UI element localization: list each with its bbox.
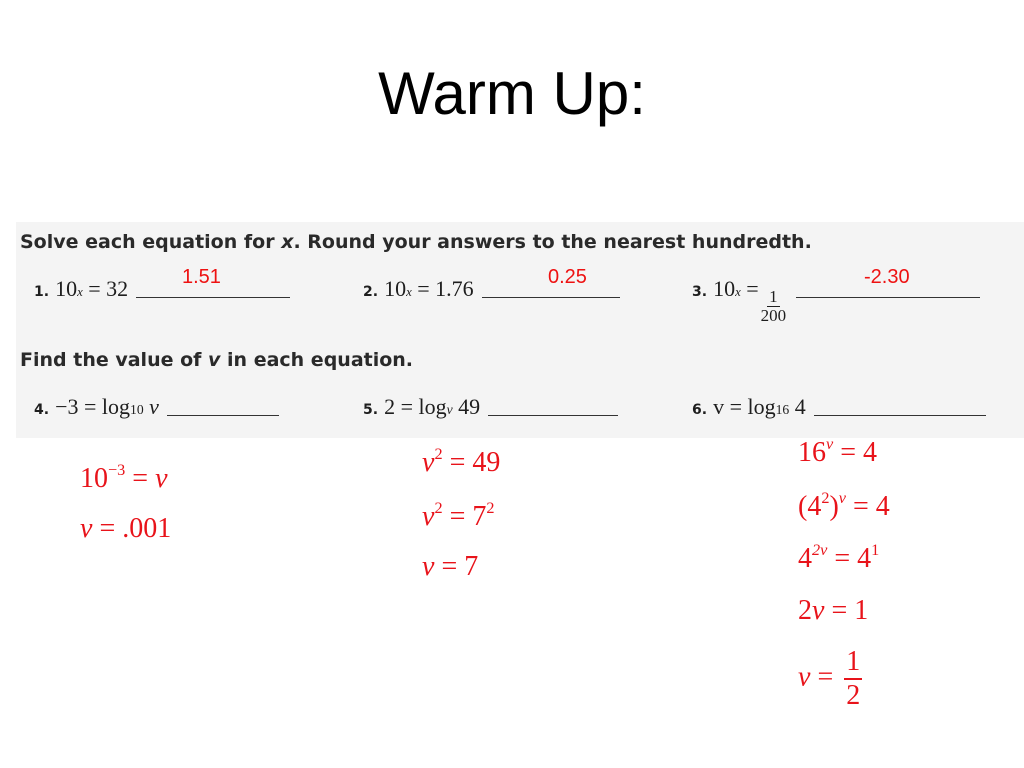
work-6-line-4: [798, 596, 868, 626]
work-term: (4: [798, 491, 822, 522]
work-term: = 7: [442, 501, 487, 532]
work-variable: v: [812, 595, 825, 626]
problem-1: [34, 276, 290, 302]
problem-number: 2.: [363, 284, 379, 300]
problem-number: 4.: [34, 402, 50, 418]
work-exponent: v: [838, 488, 846, 507]
log-argument: 4: [794, 394, 806, 419]
work-variable: v: [422, 551, 435, 582]
answer-blank: [488, 415, 618, 416]
work-term: 2: [798, 595, 812, 626]
work-variable: v: [798, 661, 811, 693]
work-exponent: 1: [871, 540, 880, 559]
work-variable: v: [422, 501, 435, 532]
log-argument: v: [149, 394, 159, 419]
problem-5: [363, 394, 618, 420]
work-5-line-3: [422, 552, 478, 582]
instruction-variable: x: [281, 231, 294, 253]
fraction-numerator: 1: [769, 287, 778, 306]
problem-3: [692, 276, 980, 325]
work-term: 4: [798, 543, 812, 574]
work-term: = 4: [846, 491, 890, 522]
equation-exponent: x: [735, 285, 741, 299]
work-term: 10: [80, 463, 108, 494]
log-base: v: [446, 402, 453, 417]
problem-number: 1.: [34, 284, 50, 300]
problem-number: 6.: [692, 402, 708, 418]
instruction-find-v: [20, 349, 413, 371]
equation-rhs: = 1.76: [417, 276, 474, 301]
equation-lhs: v = log: [713, 394, 776, 419]
work-6-line-2: [798, 488, 890, 522]
work-4-line-1: [80, 460, 168, 494]
equation-exponent: x: [77, 285, 83, 299]
problem-6: 6. v = log 16 4: [692, 394, 986, 420]
answer-blank: [482, 297, 620, 298]
instruction-text: Find the value of: [20, 349, 209, 371]
instruction-solve-for-x: [20, 231, 812, 253]
work-term: =: [125, 463, 156, 494]
answer-blank: [136, 297, 290, 298]
fraction-denominator: 200: [760, 306, 787, 325]
work-5-line-1: [422, 444, 501, 478]
slide-title: Warm Up:: [378, 60, 646, 127]
work-exponent: −3: [108, 460, 126, 479]
work-exponent: 2v: [812, 540, 828, 559]
work-exponent: 2: [434, 498, 443, 517]
work-exponent: 2: [434, 444, 443, 463]
work-term: = 7: [434, 551, 479, 582]
work-exponent: 2: [486, 498, 495, 517]
work-5-line-2: [422, 498, 495, 532]
equation-equals: =: [746, 276, 759, 301]
work-term: = 4: [833, 437, 878, 468]
work-exponent: v: [826, 434, 834, 453]
equation-exponent: x: [406, 285, 412, 299]
instruction-text: . Round your answers to the nearest hundredth.: [293, 231, 812, 253]
work-variable: v: [80, 513, 93, 544]
work-term: = .001: [92, 513, 172, 544]
work-6-line-3: [798, 540, 880, 574]
fraction: [761, 288, 787, 325]
answer-3: -2.30: [864, 266, 910, 288]
work-6-line-1: [798, 434, 878, 468]
problem-number: 5.: [363, 402, 379, 418]
equation-base: 10: [55, 276, 78, 301]
work-exponent: 2: [821, 488, 830, 507]
fraction-numerator: 1: [844, 646, 862, 680]
work-fraction: [844, 646, 862, 712]
equation-lhs: 2 = log: [384, 394, 447, 419]
instruction-variable: v: [208, 349, 221, 371]
answer-2: 0.25: [548, 266, 587, 288]
equation-base: 10: [713, 276, 736, 301]
problem-number: 3.: [692, 284, 708, 300]
problem-4: 4. −3 = log 10 v: [34, 394, 279, 420]
work-term: 16: [798, 437, 826, 468]
instruction-text: in each equation.: [220, 349, 414, 371]
work-4-line-2: [80, 514, 171, 544]
answer-blank: [814, 415, 986, 416]
work-term: ): [829, 491, 839, 522]
work-term: = 49: [442, 447, 501, 478]
log-argument: 49: [458, 394, 481, 419]
fraction-denominator: 2: [846, 680, 861, 711]
answer-blank: [796, 297, 980, 298]
answer-1: 1.51: [182, 266, 221, 288]
work-6-line-5: [798, 646, 862, 712]
work-variable: v: [155, 463, 168, 494]
work-term: = 4: [827, 543, 872, 574]
instruction-text: Solve each equation for: [20, 231, 282, 253]
answer-blank: [167, 415, 279, 416]
equation-base: 10: [384, 276, 407, 301]
work-variable: v: [422, 447, 435, 478]
equation-lhs: −3 = log: [55, 394, 130, 419]
work-term: =: [810, 661, 841, 693]
equation-rhs: = 32: [88, 276, 129, 301]
work-term: = 1: [824, 595, 869, 626]
